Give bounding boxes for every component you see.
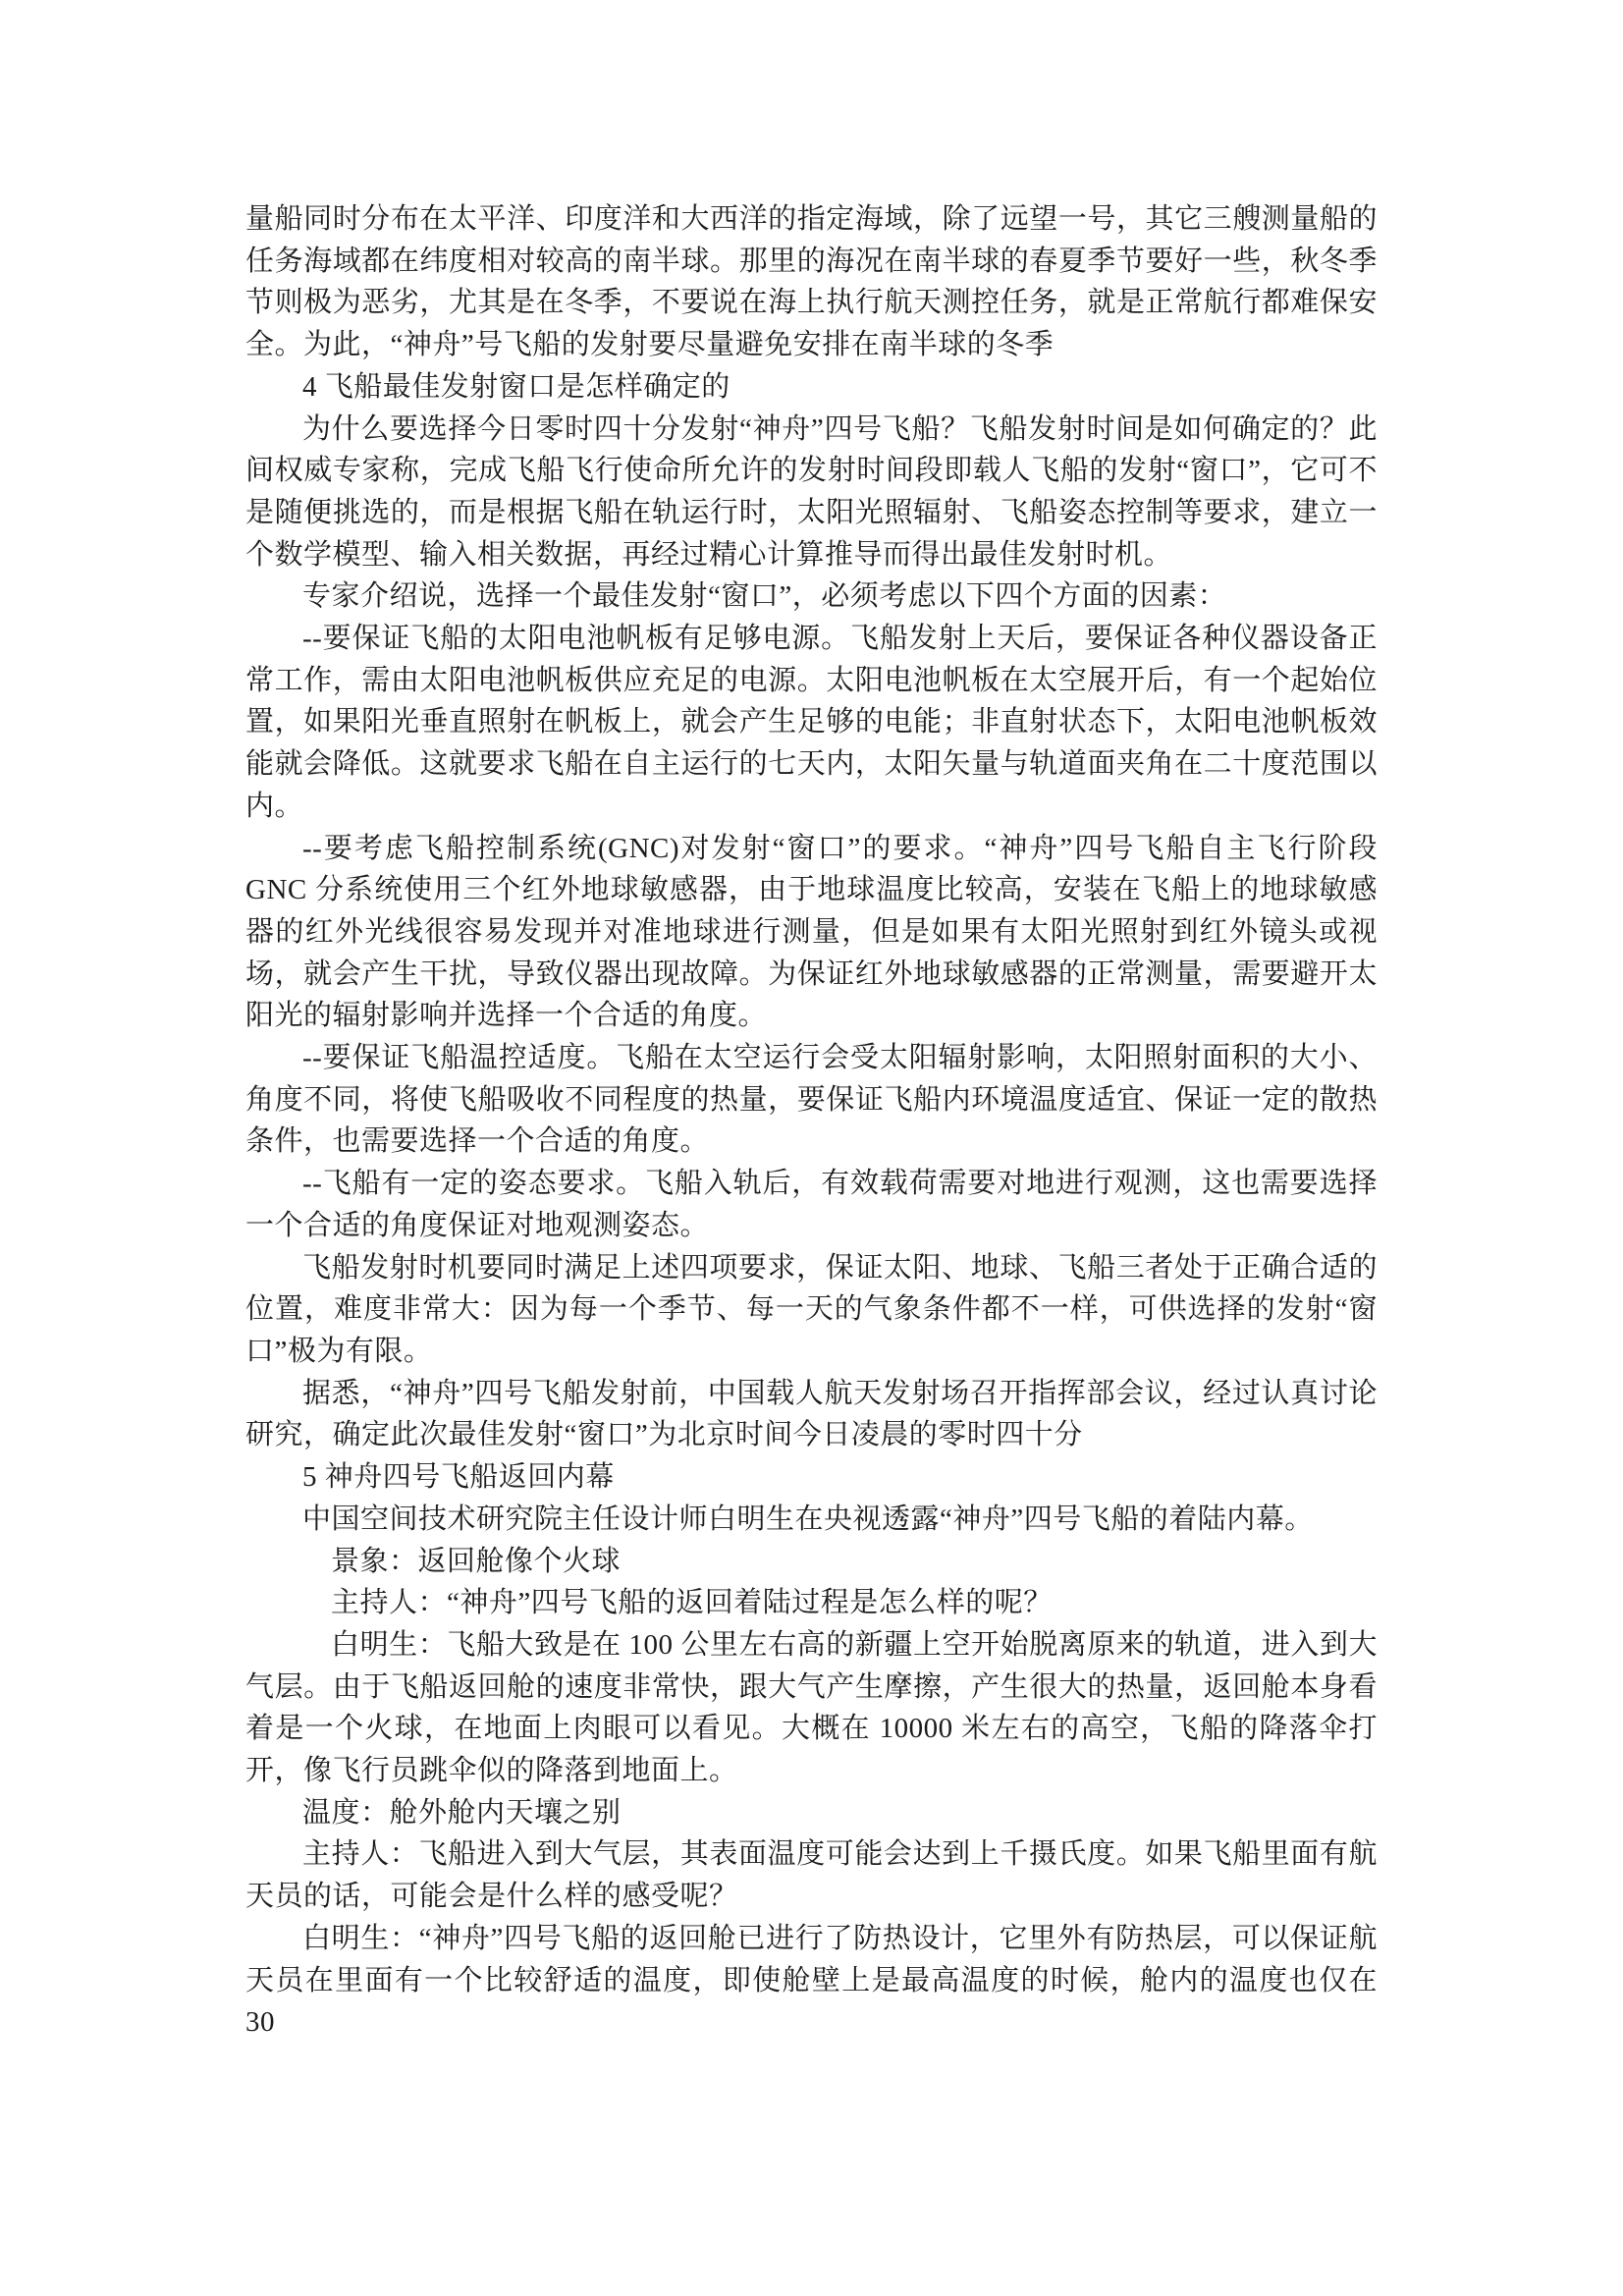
paragraph: 主持人：“神舟”四号飞船的返回着陆过程是怎么样的呢？	[331, 1587, 1053, 1619]
paragraph: 据悉，“神舟”四号飞船发射前，中国载人航天发射场召开指挥部会议，经过认真讨论研究，确定此次最佳发射“窗口”为北京时间今日凌晨的零时四十分	[245, 1377, 1378, 1451]
paragraph: 白明生：飞船大致是在 100 公里左右高的新疆上空开始脱离原来的轨道，进入到大气层。由于飞船返回舱的速度非常快，跟大气产生摩擦，产生很大的热量，返回舱本身看着是一个火球，在地面上肉眼可以看见。大概在 10000 米左右的高空，飞船的降落伞打开，像飞行员跳伞似的降落到地面上。	[245, 1628, 1378, 1787]
paragraph: 景象：返回舱像个火球	[331, 1545, 622, 1577]
paragraph: --要保证飞船温控适度。飞船在太空运行会受太阳辐射影响，太阳照射面积的大小、角度不同，将使飞船吸收不同程度的热量，要保证飞船内环境温度适宜、保证一定的散热条件，也需要选择一个合适的角度。	[245, 1042, 1378, 1158]
document-body	[245, 198, 1378, 2044]
paragraph: 为什么要选择今日零时四十分发射“神舟”四号飞船？飞船发射时间是如何确定的？此间权威专家称，完成飞船飞行使命所允许的发射时间段即载人飞船的发射“窗口”，它可不是随便挑选的，而是根据飞船在轨运行时，太阳光照辐射、飞船姿态控制等要求，建立一个数学模型、输入相关数据，再经过精心计算推导而得出最佳发射时机。	[245, 412, 1378, 571]
paragraph: 温度：舱外舱内天壤之别	[302, 1796, 622, 1829]
section-heading-5: 5 神舟四号飞船返回内幕	[302, 1461, 615, 1494]
section-heading-4: 4 飞船最佳发射窗口是怎样确定的	[302, 370, 730, 403]
paragraph: 专家介绍说，选择一个最佳发射“窗口”，必须考虑以下四个方面的因素：	[302, 580, 1227, 613]
paragraph: 量船同时分布在太平洋、印度洋和大西洋的指定海域，除了远望一号，其它三艘测量船的任务海域都在纬度相对较高的南半球。那里的海况在南半球的春夏季节要好一些，秋冬季节则极为恶劣，尤其是在冬季，不要说在海上执行航天测控任务，就是正常航行都难保安全。为此，“神舟”号飞船的发射要尽量避免安排在南半球的冬季	[245, 203, 1378, 361]
paragraph: 白明生：“神舟”四号飞船的返回舱已进行了防热设计，它里外有防热层，可以保证航天员在里面有一个比较舒适的温度，即使舱壁上是最高温度的时候，舱内的温度也仅在 30	[245, 1922, 1378, 2039]
paragraph: 主持人：飞船进入到大气层，其表面温度可能会达到上千摄氏度。如果飞船里面有航天员的话，可能会是什么样的感受呢？	[245, 1838, 1378, 1913]
paragraph: 中国空间技术研究院主任设计师白明生在央视透露“神舟”四号飞船的着陆内幕。	[302, 1503, 1314, 1535]
paragraph: --飞船有一定的姿态要求。飞船入轨后，有效载荷需要对地进行观测，这也需要选择一个合适的角度保证对地观测姿态。	[245, 1168, 1378, 1241]
paragraph: --要考虑飞船控制系统(GNC)对发射“窗口”的要求。“神舟”四号飞船自主飞行阶段 GNC 分系统使用三个红外地球敏感器，由于地球温度比较高，安装在飞船上的地球敏感器的红外光线很容易发现并对准地球进行测量，但是如果有太阳光照射到红外镜头或视场，就会产生干扰，导致仪器出现故障。为保证红外地球敏感器的正常测量，需要避开太阳光的辐射影响并选择一个合适的角度。	[245, 832, 1378, 1032]
paragraph: 飞船发射时机要同时满足上述四项要求，保证太阳、地球、飞船三者处于正确合适的位置，难度非常大：因为每一个季节、每一天的气象条件都不一样，可供选择的发射“窗口”极为有限。	[245, 1251, 1378, 1367]
paragraph: --要保证飞船的太阳电池帆板有足够电源。飞船发射上天后，要保证各种仪器设备正常工作，需由太阳电池帆板供应充足的电源。太阳电池帆板在太空展开后，有一个起始位置，如果阳光垂直照射在帆板上，就会产生足够的电能；非直射状态下，太阳电池帆板效能就会降低。这就要求飞船在自主运行的七天内，太阳矢量与轨道面夹角在二十度范围以内。	[245, 623, 1378, 822]
